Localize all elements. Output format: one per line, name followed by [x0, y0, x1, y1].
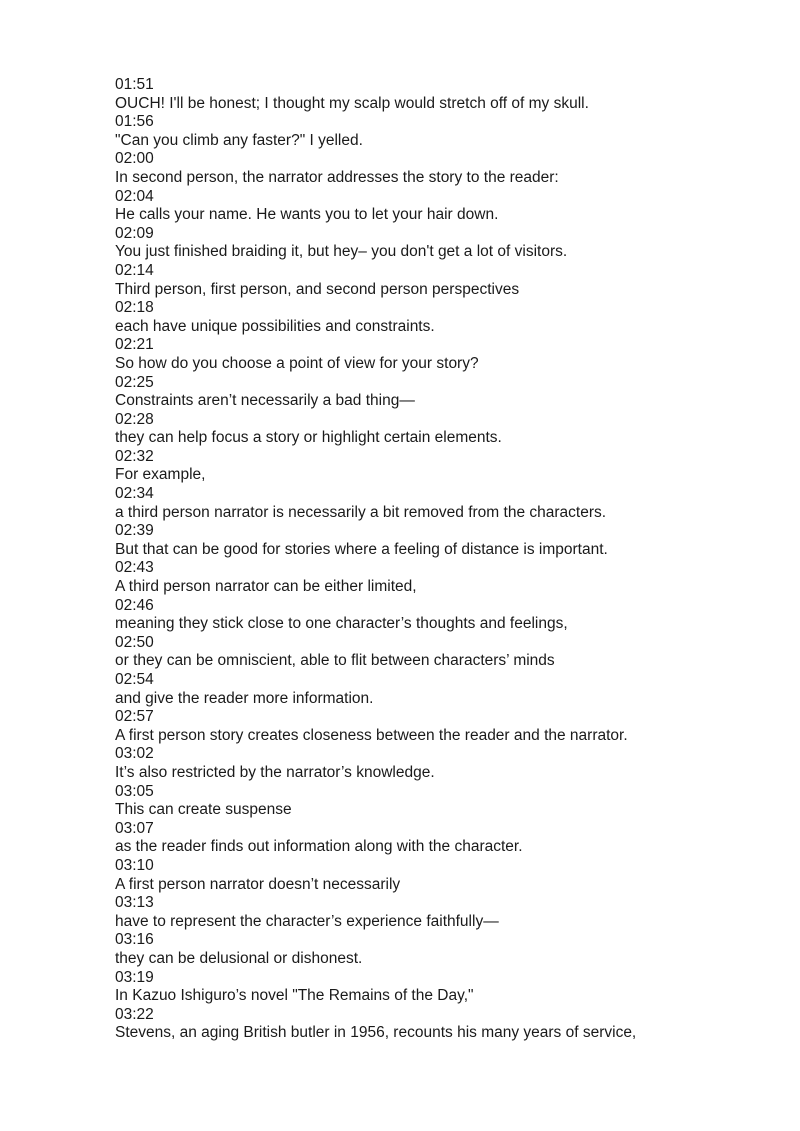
entry-timestamp: 02:43 [115, 559, 154, 577]
transcript-entry [115, 76, 775, 113]
entry-timestamp: 02:28 [115, 410, 154, 428]
entry-timestamp: 02:00 [115, 150, 154, 168]
entry-timestamp: 02:54 [115, 671, 154, 688]
entry-timestamp: 01:56 [115, 113, 154, 131]
transcript-entry [115, 1006, 775, 1043]
entry-text: Constraints aren’t necessarily a bad thing— [115, 392, 415, 410]
entry-timestamp: 03:07 [115, 819, 154, 837]
entry-timestamp: 01:51 [115, 76, 154, 93]
entry-text: meaning they stick close to one character’s thoughts and feelings, [115, 615, 568, 633]
entry-timestamp: 03:16 [115, 931, 154, 949]
entry-text: OUCH! I'll be honest; I thought my scalp would stretch off of my skull. [115, 94, 589, 112]
transcript-entry [115, 634, 775, 671]
entry-text: A third person narrator can be either limited, [115, 578, 417, 596]
transcript-entry [115, 262, 775, 299]
entry-timestamp: 02:18 [115, 299, 154, 317]
entry-text: You just finished braiding it, but hey– you don't get a lot of visitors. [115, 243, 568, 261]
entry-timestamp: 02:04 [115, 187, 154, 205]
transcript-body [115, 76, 775, 1043]
entry-timestamp: 02:50 [115, 633, 154, 651]
entry-timestamp: 03:05 [115, 782, 154, 800]
entry-text: Stevens, an aging British butler in 1956, recounts his many years of service, [115, 1024, 637, 1042]
transcript-entry [115, 485, 775, 522]
entry-text: So how do you choose a point of view for your story? [115, 354, 479, 372]
transcript-entry [115, 783, 775, 820]
entry-text: or they can be omniscient, able to flit between characters’ minds [115, 652, 555, 670]
transcript-entry [115, 299, 775, 336]
entry-text: they can be delusional or dishonest. [115, 949, 363, 967]
entry-text: have to represent the character’s experience faithfully— [115, 912, 499, 930]
entry-text: they can help focus a story or highlight certain elements. [115, 429, 502, 447]
entry-text: In second person, the narrator addresses the story to the reader: [115, 168, 559, 186]
entry-text: It’s also restricted by the narrator’s knowledge. [115, 763, 435, 781]
entry-timestamp: 02:57 [115, 708, 154, 726]
entry-text: A first person story creates closeness between the reader and the narrator. [115, 726, 628, 744]
entry-timestamp: 02:46 [115, 596, 154, 614]
transcript-entry [115, 411, 775, 448]
entry-text: and give the reader more information. [115, 689, 374, 707]
transcript-entry [115, 671, 775, 708]
transcript-entry [115, 374, 775, 411]
transcript-entry [115, 597, 775, 634]
transcript-entry [115, 745, 775, 782]
entry-timestamp: 02:14 [115, 261, 154, 279]
entry-timestamp: 02:25 [115, 373, 154, 391]
transcript-entry [115, 857, 775, 894]
entry-timestamp: 02:32 [115, 447, 154, 465]
entry-text: For example, [115, 466, 206, 484]
transcript-entry [115, 820, 775, 857]
transcript-entry [115, 225, 775, 262]
transcript-entry [115, 708, 775, 745]
entry-timestamp: 03:19 [115, 968, 154, 986]
entry-text: each have unique possibilities and constraints. [115, 317, 435, 335]
entry-timestamp: 02:09 [115, 224, 154, 242]
transcript-entry [115, 931, 775, 968]
entry-text: This can create suspense [115, 801, 292, 819]
entry-timestamp: 02:21 [115, 336, 154, 354]
transcript-entry [115, 894, 775, 931]
transcript-entry [115, 113, 775, 150]
entry-timestamp: 03:13 [115, 894, 154, 912]
transcript-entry [115, 150, 775, 187]
entry-timestamp: 03:02 [115, 745, 154, 763]
entry-timestamp: 02:34 [115, 485, 154, 503]
entry-text: A first person narrator doesn’t necessarily [115, 875, 401, 893]
transcript-entry [115, 336, 775, 373]
entry-timestamp: 03:22 [115, 1005, 154, 1023]
entry-text: a third person narrator is necessarily a bit removed from the characters. [115, 503, 607, 521]
entry-text: In Kazuo Ishiguro’s novel "The Remains of the Day," [115, 987, 474, 1005]
entry-text: as the reader finds out information along with the character. [115, 838, 523, 856]
entry-text: He calls your name. He wants you to let your hair down. [115, 206, 499, 224]
entry-text: "Can you climb any faster?" I yelled. [115, 131, 363, 149]
transcript-entry [115, 448, 775, 485]
entry-text: But that can be good for stories where a feeling of distance is important. [115, 540, 608, 558]
transcript-entry [115, 969, 775, 1006]
entry-timestamp: 03:10 [115, 856, 154, 874]
transcript-entry [115, 559, 775, 596]
transcript-entry [115, 522, 775, 559]
transcript-entry [115, 188, 775, 225]
entry-timestamp: 02:39 [115, 522, 154, 540]
entry-text: Third person, first person, and second person perspectives [115, 280, 520, 298]
